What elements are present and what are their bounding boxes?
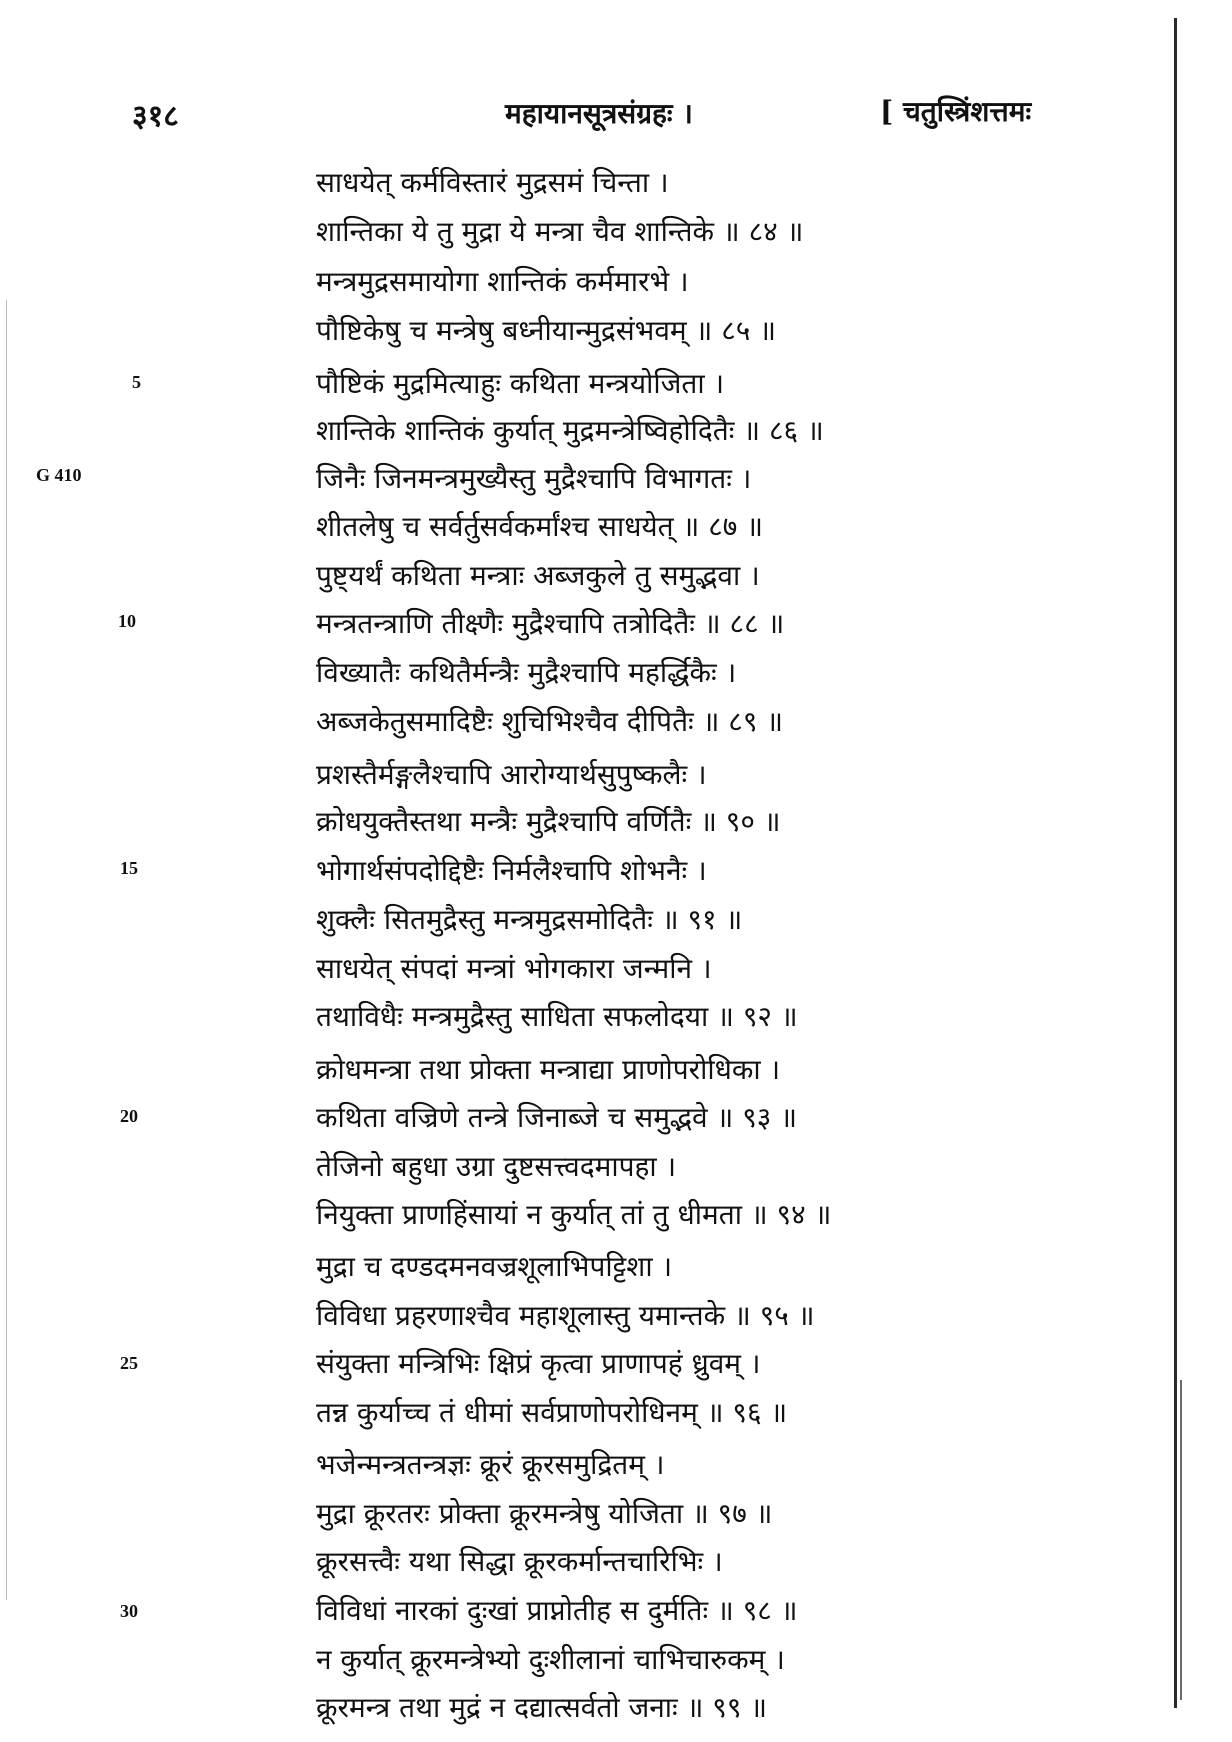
verse-line: कथिता वज्रिणे तन्त्रे जिनाब्जे च समुद्भवे ॥ ९३ ॥: [316, 1101, 797, 1134]
left-margin-rule: [6, 300, 7, 1600]
verse-line: तथाविधैः मन्त्रमुद्रैस्तु साधिता सफलोदया ॥ ९२ ॥: [316, 1000, 798, 1033]
verse-line: तन्न कुर्याच्च तं धीमां सर्वप्राणोपरोधिनम् ॥ ९६ ॥: [316, 1396, 788, 1429]
verse-line: नियुक्ता प्राणहिंसायां न कुर्यात् तां तु धीमता ॥ ९४ ॥: [316, 1198, 832, 1231]
line-number-30: 30: [120, 1601, 138, 1621]
verse-line: साधयेत् संपदां मन्त्रां भोगकारा जन्मनि ।: [316, 952, 712, 985]
verse-line: शीतलेषु च सर्वर्तुसर्वकर्मांश्च साधयेत् ॥ ८७ ॥: [316, 510, 763, 543]
verse-line: मन्त्रतन्त्राणि तीक्ष्णैः मुद्रैश्चापि तत्रोदितैः ॥ ८८ ॥: [316, 607, 785, 640]
page-number: ३१८: [132, 99, 179, 134]
line-number-15: 15: [120, 858, 138, 878]
line-number-25: 25: [120, 1353, 138, 1373]
right-margin-rule-shadow: [1180, 1380, 1182, 1700]
verse-line: शुक्लैः सितमुद्रैस्तु मन्त्रमुद्रसमोदितैः ॥ ९१ ॥: [316, 903, 743, 936]
verse-line: तेजिनो बहुधा उग्रा दुष्टसत्त्वदमापहा ।: [316, 1150, 677, 1183]
verse-line: शान्तिके शान्तिकं कुर्यात् मुद्रमन्त्रेष्विहोदितैः ॥ ८६ ॥: [316, 414, 824, 447]
chapter-heading: [ चतुस्त्रिंशत्तमः: [880, 95, 1032, 128]
verse-line: विख्यातैः कथितैर्मन्त्रैः मुद्रैश्चापि महर्द्धिकैः ।: [316, 656, 737, 689]
verse-line: मन्त्रमुद्रसमायोगा शान्तिकं कर्ममारभे ।: [316, 265, 689, 298]
verse-line: न कुर्यात् क्रूरमन्त्रेभ्यो दुःशीलानां चाभिचारुकम् ।: [316, 1643, 785, 1676]
verse-line: क्रूरसत्त्वैः यथा सिद्धा क्रूरकर्मान्तचारिभिः ।: [316, 1545, 723, 1578]
verse-line: साधयेत् कर्मविस्तारं मुद्रसमं चिन्ता ।: [316, 166, 669, 199]
verse-line: जिनैः जिनमन्त्रमुख्यैस्तु मुद्रैश्चापि विभागतः ।: [316, 462, 752, 495]
verse-line: विविधां नारकां दुःखां प्राप्नोतीह स दुर्मतिः ॥ ९८ ॥: [316, 1594, 798, 1627]
verse-line: क्रूरमन्त्र तथा मुद्रं न दद्यात्सर्वतो जनाः ॥ ९९ ॥: [316, 1691, 768, 1724]
verse-line: विविधा प्रहरणाश्चैव महाशूलास्तु यमान्तके ॥ ९५ ॥: [316, 1299, 815, 1332]
verse-line: भजेन्मन्त्रतन्त्रज्ञः क्रूरं क्रूरसमुद्रितम् ।: [316, 1448, 665, 1481]
gilgit-page-reference: G 410: [36, 465, 82, 485]
line-number-20: 20: [120, 1106, 138, 1126]
verse-line: भोगार्थसंपदोद्दिष्टैः निर्मलैश्चापि शोभनैः ।: [316, 854, 707, 887]
verse-line: पौष्टिकं मुद्रमित्याहुः कथिता मन्त्रयोजिता ।: [316, 367, 725, 400]
verse-line: क्रोधयुक्तैस्तथा मन्त्रैः मुद्रैश्चापि वर्णितैः ॥ ९० ॥: [316, 805, 781, 838]
verse-line: क्रोधमन्त्रा तथा प्रोक्ता मन्त्राद्या प्राणोपरोधिका ।: [316, 1053, 781, 1086]
verse-line: संयुक्ता मन्त्रिभिः क्षिप्रं कृत्वा प्राणापहं ध्रुवम् ।: [316, 1347, 761, 1380]
line-number-5: 5: [132, 372, 141, 392]
right-margin-rule: [1174, 18, 1177, 1708]
verse-line: प्रशस्तैर्मङ्गलैश्चापि आरोग्यार्थसुपुष्कलैः ।: [316, 758, 707, 791]
running-title: महायानसूत्रसंग्रहः ।: [505, 97, 693, 130]
verse-line: मुद्रा च दण्डदमनवज्रशूलाभिपट्टिशा ।: [316, 1250, 673, 1283]
verse-line: शान्तिका ये तु मुद्रा ये मन्त्रा चैव शान्तिके ॥ ८४ ॥: [316, 215, 804, 248]
line-number-10: 10: [118, 611, 136, 631]
verse-line: पौष्टिकेषु च मन्त्रेषु बध्नीयान्मुद्रसंभवम् ॥ ८५ ॥: [316, 314, 777, 347]
verse-line: अब्जकेतुसमादिष्टैः शुचिभिश्चैव दीपितैः ॥ ८९ ॥: [316, 705, 784, 738]
verse-line: पुष्ट्यर्थं कथिता मन्त्राः अब्जकुले तु समुद्भवा ।: [316, 559, 760, 592]
verse-line: मुद्रा क्रूरतरः प्रोक्ता क्रूरमन्त्रेषु योजिता ॥ ९७ ॥: [316, 1497, 773, 1530]
